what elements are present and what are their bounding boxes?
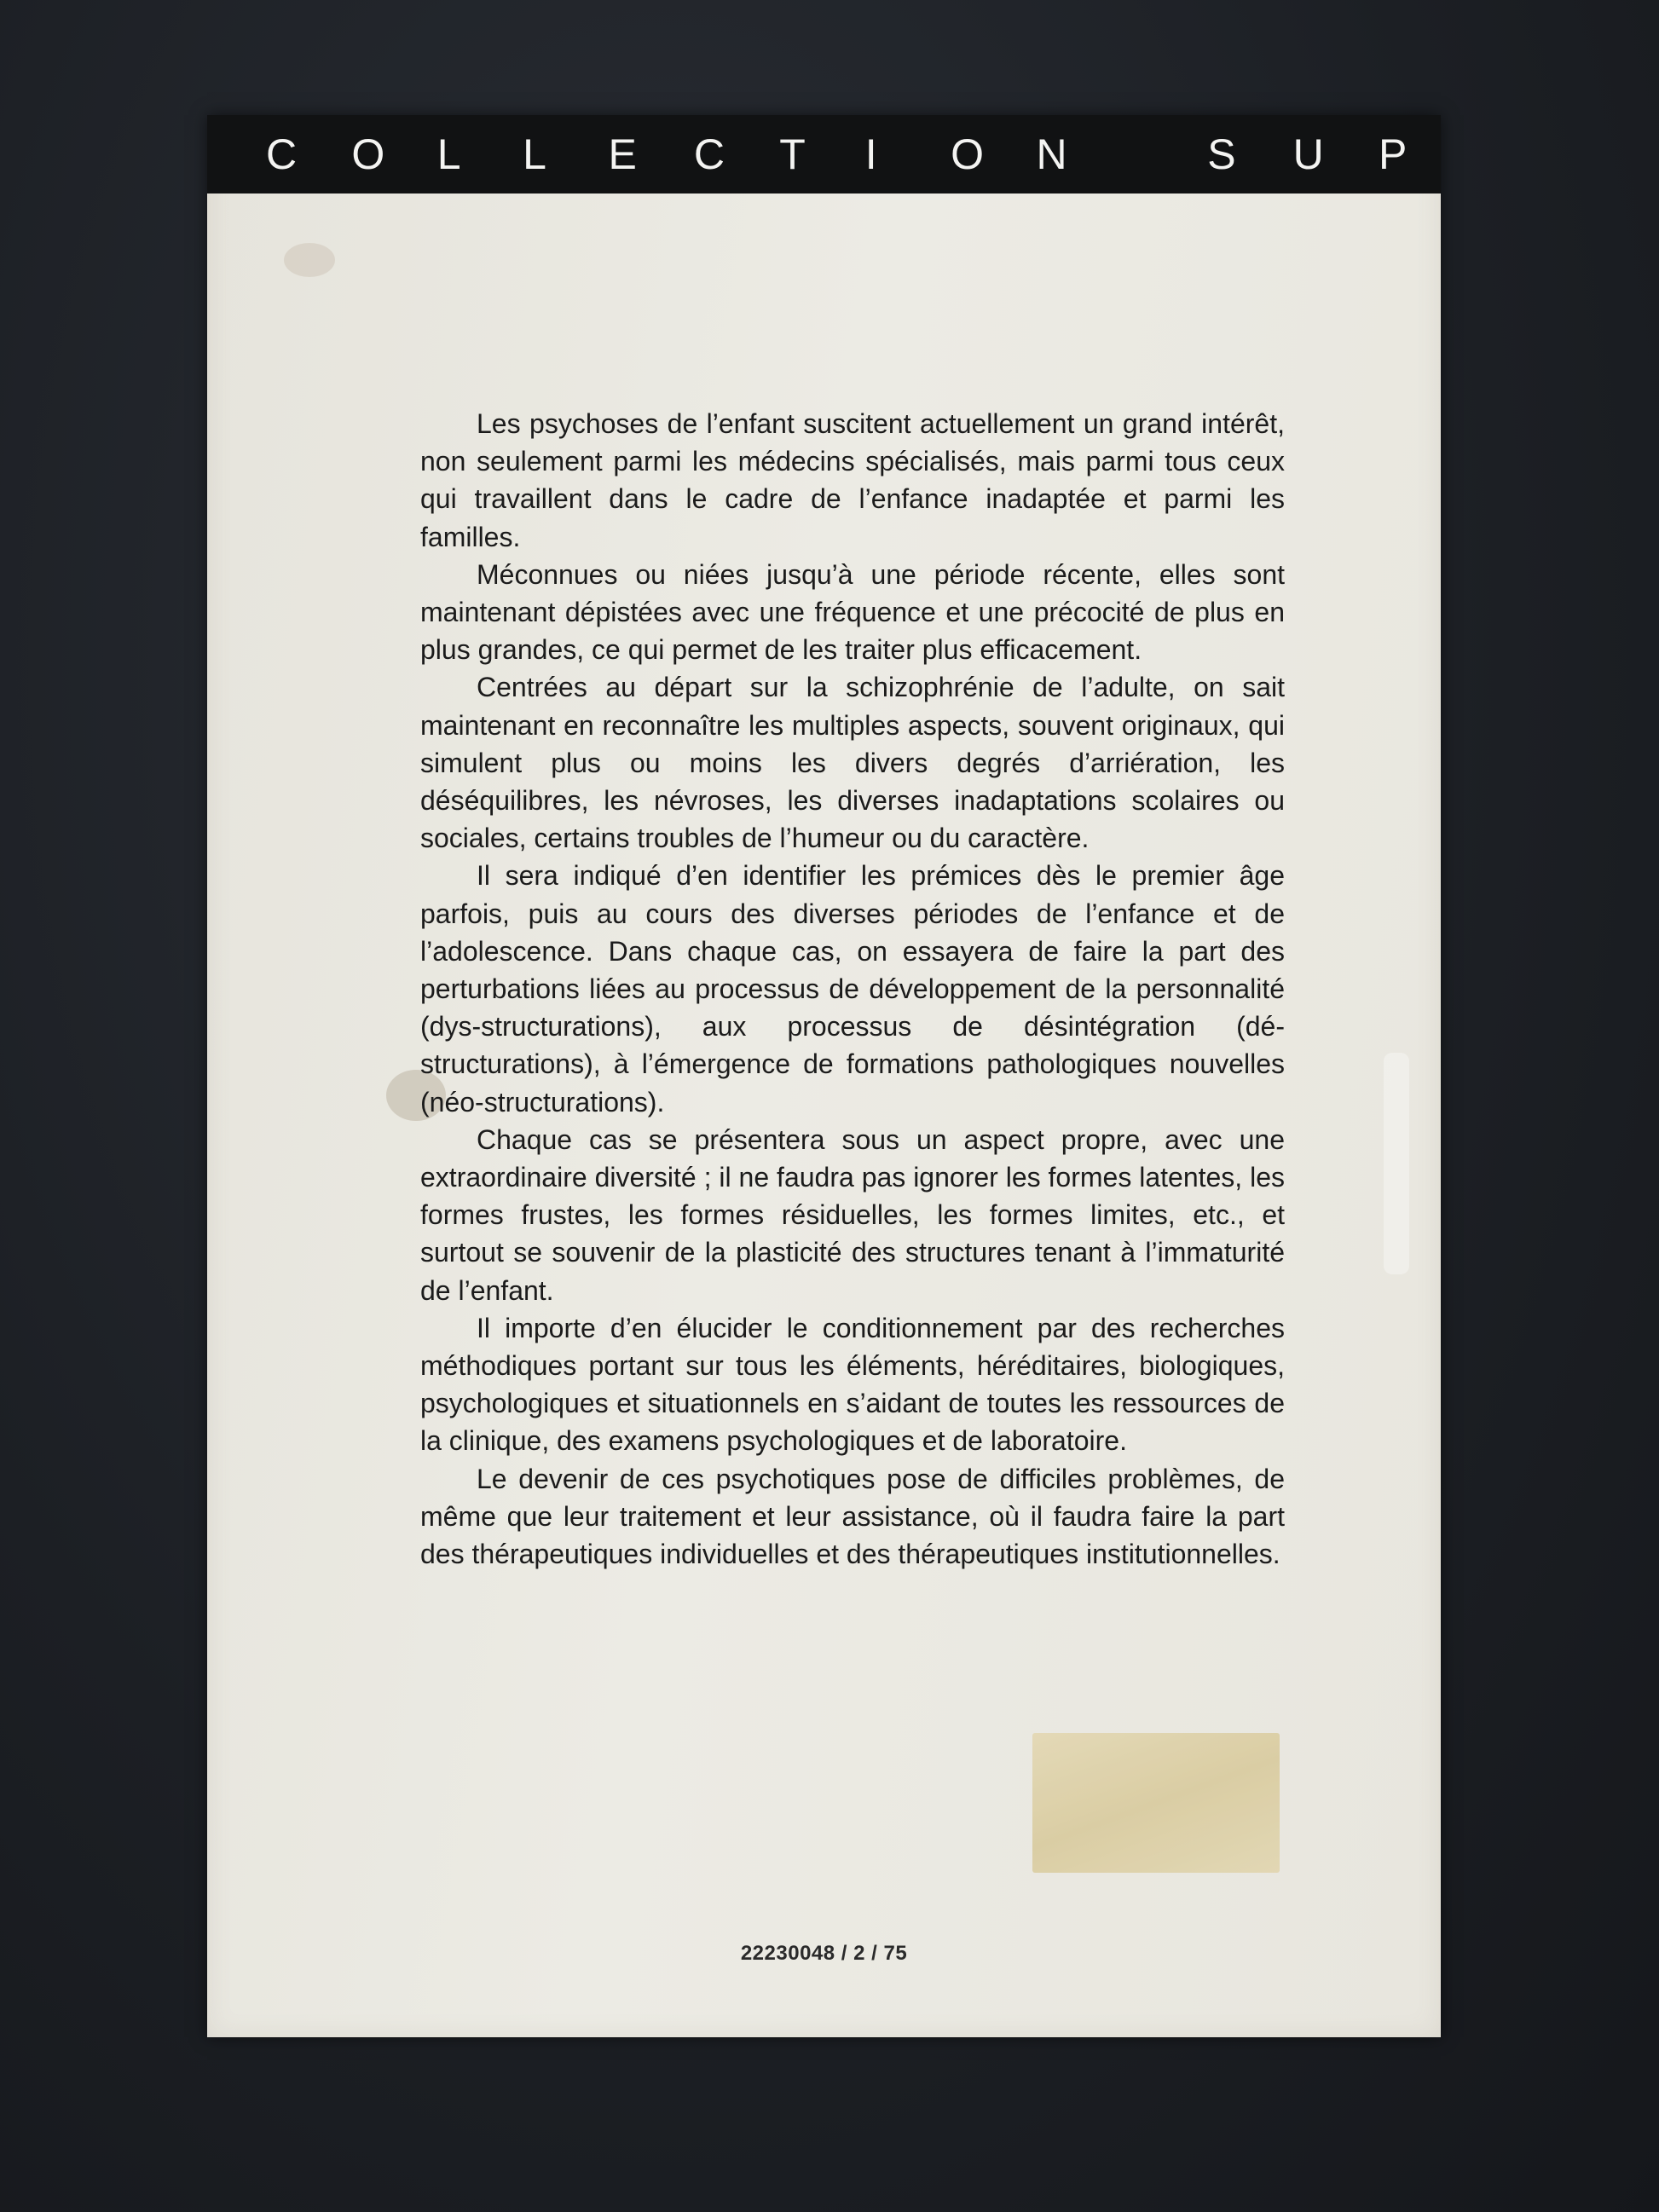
- collection-title-letter: N: [1036, 130, 1067, 178]
- collection-title-letter: O: [351, 130, 385, 178]
- collection-title-letter: S: [1207, 130, 1236, 178]
- blurb-paragraph-4: Il sera indiqué d’en identifier les prémices dès le premier âge parfois, puis au cours des diverses périodes de l’enfance et de l’adolescence. Dans chaque cas, on essayera de faire la part des perturbations liées au processus de développement de la personnalité (dys-structurations), aux processus de désintégration (dé-structurations), à l’émergence de formations pathologiques nouvelles (néo-structurations).: [420, 860, 1285, 1118]
- paper-stain: [284, 243, 335, 277]
- collection-title-letter: T: [779, 130, 806, 178]
- blurb-paragraph-6: Il importe d’en élucider le conditionnement par des recherches méthodiques portant sur tous les éléments, héréditaires, biologiques, psychologiques et situationnels en s’aidant de toutes les ressources de la clinique, des examens psychologiques et de laboratoire.: [420, 1312, 1285, 1457]
- blurb-paragraph-3: Centrées au départ sur la schizophrénie de l’adulte, on sait maintenant en reconnaître les multiples aspects, souvent originaux, qui simulent plus ou moins les divers degrés d’arriération, les déséquilibres, les névroses, les diverses inadaptations scolaires ou sociales, certains troubles de l’humeur ou du caractère.: [420, 672, 1285, 854]
- blurb-paragraph-2: Méconnues ou niées jusqu’à une période récente, elles sont maintenant dépistées avec une fréquence et une précocité de plus en plus grandes, ce qui permet de les traiter plus efficacement.: [420, 558, 1285, 666]
- collection-title-letter: I: [864, 130, 877, 178]
- collection-title-letter: L: [436, 130, 461, 178]
- collection-title-letter: E: [608, 130, 637, 178]
- sticker-residue: [1032, 1733, 1280, 1873]
- collection-band: [207, 115, 1441, 193]
- glare: [1384, 1053, 1409, 1274]
- collection-title-letter: O: [951, 130, 984, 178]
- collection-title-letter: L: [523, 130, 546, 178]
- collection-title-letter: P: [1379, 130, 1408, 178]
- catalog-code: 22230048 / 2 / 75: [740, 1942, 908, 1965]
- book-back-cover: [207, 115, 1441, 2037]
- collection-title-letter: C: [266, 130, 298, 178]
- blurb-paragraph-7: Le devenir de ces psychotiques pose de difficiles problèmes, de même que leur traitement et leur assistance, où il faudra faire la part des thérapeutiques individuelles et des thérapeutiques institutionnelles.: [420, 1463, 1285, 1570]
- collection-title: [207, 115, 1441, 193]
- blurb-paragraph-1: Les psychoses de l’enfant suscitent actuellement un grand intérêt, non seulement parmi les médecins spécialisés, mais parmi tous ceux qui travaillent dans le cadre de l’enfance inadaptée et parmi les familles.: [420, 408, 1285, 552]
- blurb-text: [420, 405, 1285, 1573]
- blurb-paragraph-5: Chaque cas se présentera sous un aspect propre, avec une extraordinaire diversité ; il ne faudra pas ignorer les formes latentes, les formes frustes, les formes résiduelles, les formes limites, etc., et surtout se souvenir de la plasticité des structures tenant à l’immaturité de l’enfant.: [420, 1123, 1285, 1306]
- collection-title-letter: C: [693, 130, 725, 178]
- collection-title-letter: U: [1292, 130, 1324, 178]
